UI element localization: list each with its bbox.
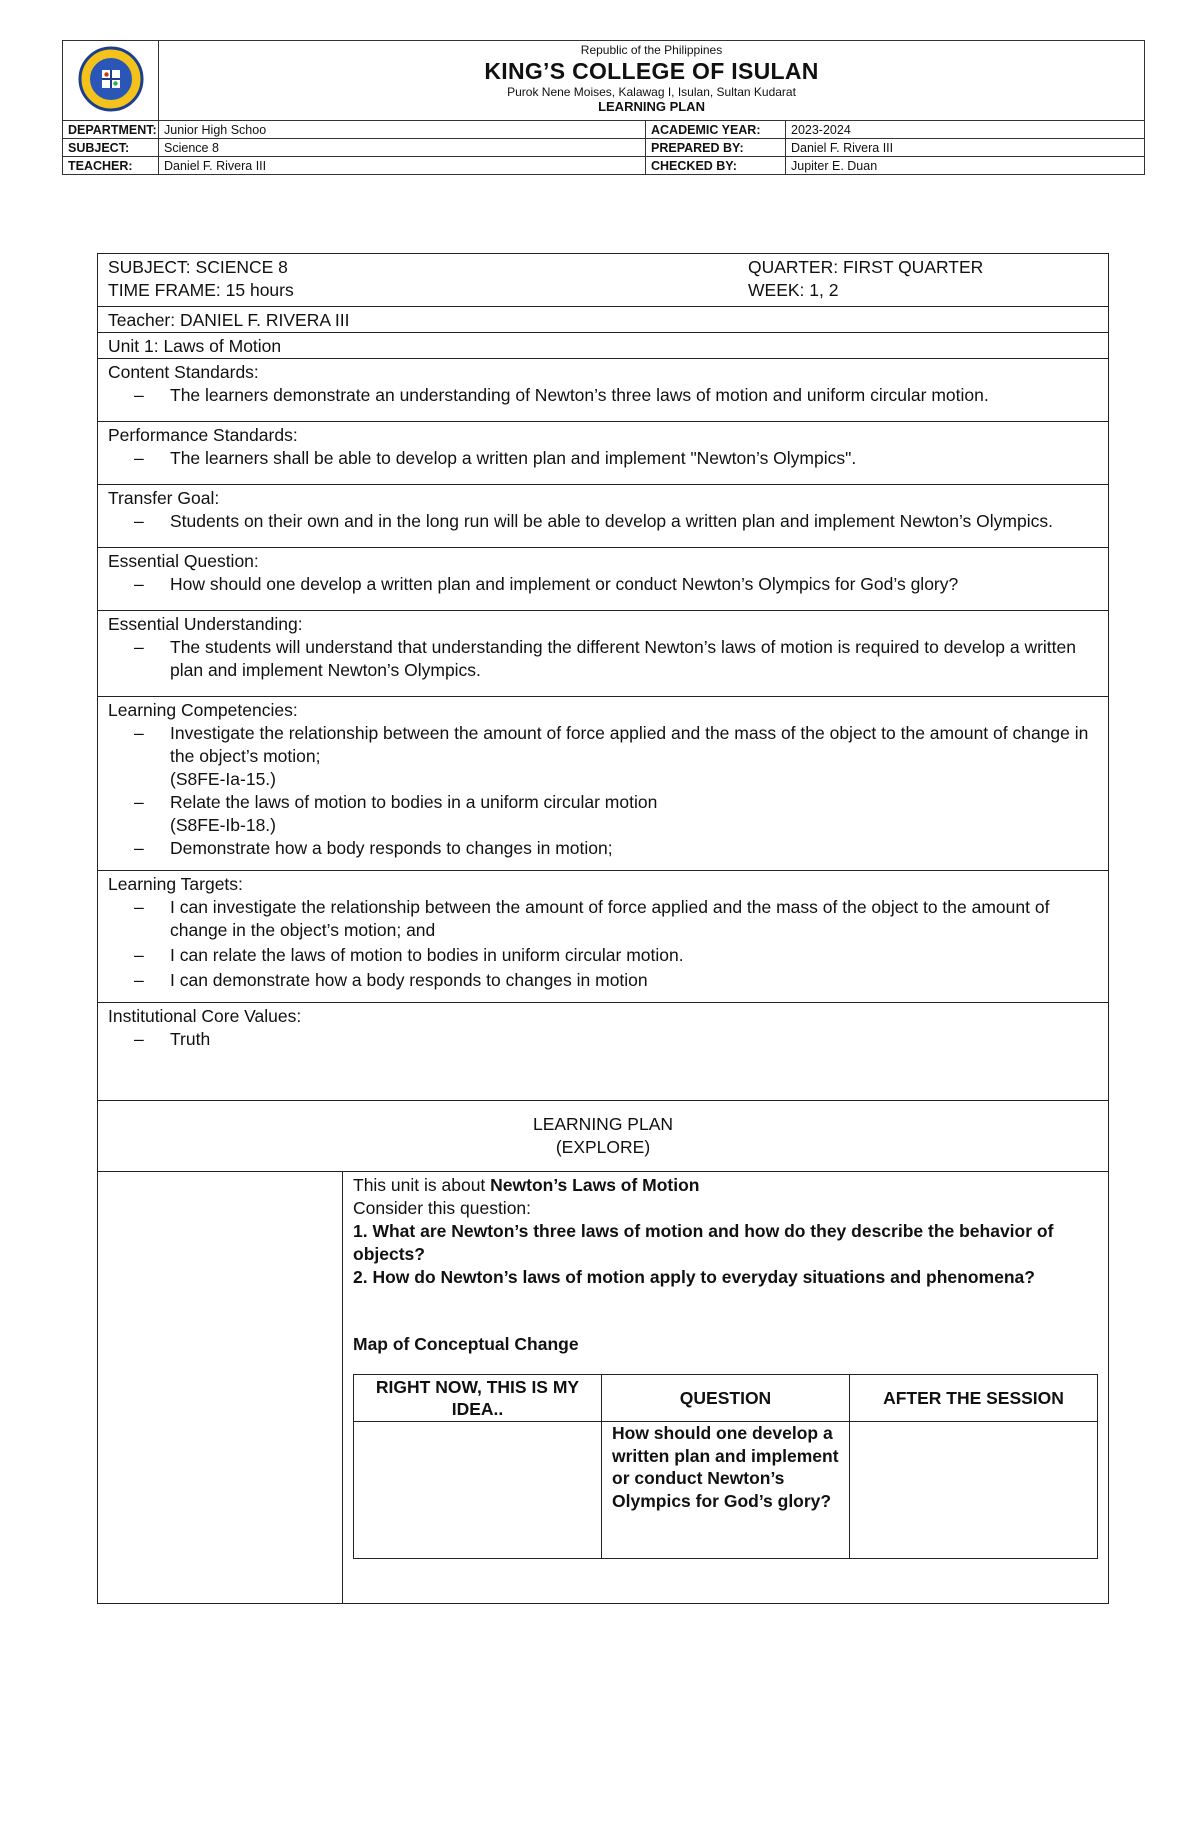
question-2: 2. How do Newton’s laws of motion apply to everyday situations and phenomena?	[353, 1267, 1035, 1287]
list-item: – How should one develop a written plan and implement or conduct Newton’s Olympics for God’s glory?	[170, 573, 1098, 596]
academic-year-label: ACADEMIC YEAR:	[646, 121, 786, 139]
performance-standards-section	[98, 422, 1108, 485]
department-value: Junior High Schoo	[159, 121, 646, 139]
checked-by-value: Jupiter E. Duan	[786, 157, 1145, 175]
list-item: – The students will understand that understanding the different Newton’s laws of motion is required to develop a written plan and implement Newton’s Olympics.	[170, 636, 1098, 682]
question-cell: How should one develop a written plan and implement or conduct Newton’s Olympics for God’s glory?	[602, 1422, 850, 1559]
learning-plan-table	[97, 253, 1109, 1604]
list-item: – Relate the laws of motion to bodies in a uniform circular motion	[170, 791, 1098, 814]
list-item: – The learners demonstrate an understanding of Newton’s three laws of motion and uniform circular motion.	[170, 384, 1098, 407]
section-title: Content Standards:	[108, 362, 259, 382]
explore-intro	[353, 1174, 1098, 1197]
content-standards-section	[98, 359, 1108, 422]
bullet-list	[108, 384, 1098, 407]
plan-teacher: Teacher: DANIEL F. RIVERA III	[98, 307, 1108, 333]
map-title: Map of Conceptual Change	[353, 1334, 579, 1354]
explore-section	[98, 1172, 1108, 1603]
explore-label: (EXPLORE)	[555, 1137, 651, 1157]
list-item: – I can demonstrate how a body responds to changes in motion	[170, 969, 1098, 992]
bullet-list	[108, 896, 1098, 992]
plan-quarter: QUARTER: FIRST QUARTER	[748, 257, 984, 277]
academic-year-value: 2023-2024	[786, 121, 1145, 139]
list-item: – I can relate the laws of motion to bodies in uniform circular motion.	[170, 944, 1098, 967]
learning-plan-explore-heading	[98, 1101, 1108, 1172]
republic-line: Republic of the Philippines	[580, 43, 723, 57]
list-item: – The learners shall be able to develop a written plan and implement "Newton’s Olympics".	[170, 447, 1098, 470]
subject-value: Science 8	[159, 139, 646, 157]
after-session-cell[interactable]	[850, 1422, 1098, 1559]
plan-week: WEEK: 1, 2	[748, 280, 839, 300]
question-1: 1. What are Newton’s three laws of motion and how do they describe the behavior of objects?	[353, 1221, 1054, 1264]
bullet-list	[108, 722, 1098, 860]
bullet-list	[108, 1028, 1098, 1051]
map-header: RIGHT NOW, THIS IS MY IDEA..	[354, 1375, 602, 1422]
explore-left-cell	[98, 1172, 343, 1603]
school-title-cell	[159, 41, 1145, 121]
essential-understanding-section	[98, 611, 1108, 697]
learning-competencies-section	[98, 697, 1108, 871]
section-title: Learning Competencies:	[108, 700, 298, 720]
bullet-list	[108, 510, 1098, 533]
my-idea-cell[interactable]	[354, 1422, 602, 1559]
map-header: AFTER THE SESSION	[850, 1375, 1098, 1422]
subject-label: SUBJECT:	[63, 139, 159, 157]
bullet-list	[108, 636, 1098, 682]
intro-topic: Newton’s Laws of Motion	[490, 1175, 700, 1195]
list-item: – Demonstrate how a body responds to changes in motion;	[170, 837, 1098, 860]
list-item: – Students on their own and in the long run will be able to develop a written plan and implement Newton’s Olympics.	[170, 510, 1098, 533]
table-row	[354, 1422, 1098, 1559]
intro-prefix: This unit is about	[353, 1175, 491, 1195]
school-header	[62, 40, 1145, 175]
learning-plan-title: LEARNING PLAN	[532, 1114, 674, 1134]
list-item-code: (S8FE-Ia-15.)	[170, 769, 276, 789]
list-item-code: (S8FE-Ib-18.)	[170, 815, 276, 835]
section-title: Performance Standards:	[108, 425, 298, 445]
section-title: Institutional Core Values:	[108, 1006, 302, 1026]
bullet-list	[108, 573, 1098, 596]
checked-by-label: CHECKED BY:	[646, 157, 786, 175]
core-values-section	[98, 1003, 1108, 1101]
learning-targets-section	[98, 871, 1108, 1003]
school-seal-cell	[63, 41, 159, 121]
bullet-list	[108, 447, 1098, 470]
school-seal-icon	[78, 46, 144, 112]
prepared-by-value: Daniel F. Rivera III	[786, 139, 1145, 157]
explore-right-cell	[343, 1172, 1108, 1603]
essential-question-section	[98, 548, 1108, 611]
college-address: Purok Nene Moises, Kalawag I, Isulan, Sultan Kudarat	[507, 85, 796, 99]
section-title: Essential Question:	[108, 551, 259, 571]
list-item: – Truth	[170, 1028, 1098, 1051]
college-name: KING’S COLLEGE OF ISULAN	[484, 58, 819, 84]
teacher-value: Daniel F. Rivera III	[159, 157, 646, 175]
plan-unit: Unit 1: Laws of Motion	[98, 333, 1108, 359]
learning-plan-label: LEARNING PLAN	[598, 99, 705, 114]
conceptual-change-map	[353, 1374, 1098, 1559]
subject-quarter-row	[98, 254, 1108, 307]
plan-subject: SUBJECT: SCIENCE 8	[108, 257, 288, 277]
department-label: DEPARTMENT:	[63, 121, 159, 139]
list-item: – I can investigate the relationship between the amount of force applied and the mass of the object to the amount of change in the object’s motion; and	[170, 896, 1098, 942]
teacher-label: TEACHER:	[63, 157, 159, 175]
plan-time-frame: TIME FRAME: 15 hours	[108, 280, 294, 300]
section-title: Essential Understanding:	[108, 614, 303, 634]
list-item: – Investigate the relationship between the amount of force applied and the mass of the object to the amount of change in the object’s motion;	[170, 722, 1098, 768]
prepared-by-label: PREPARED BY:	[646, 139, 786, 157]
transfer-goal-section	[98, 485, 1108, 548]
consider-text: Consider this question:	[353, 1198, 532, 1218]
section-title: Transfer Goal:	[108, 488, 220, 508]
map-header: QUESTION	[602, 1375, 850, 1422]
section-title: Learning Targets:	[108, 874, 243, 894]
